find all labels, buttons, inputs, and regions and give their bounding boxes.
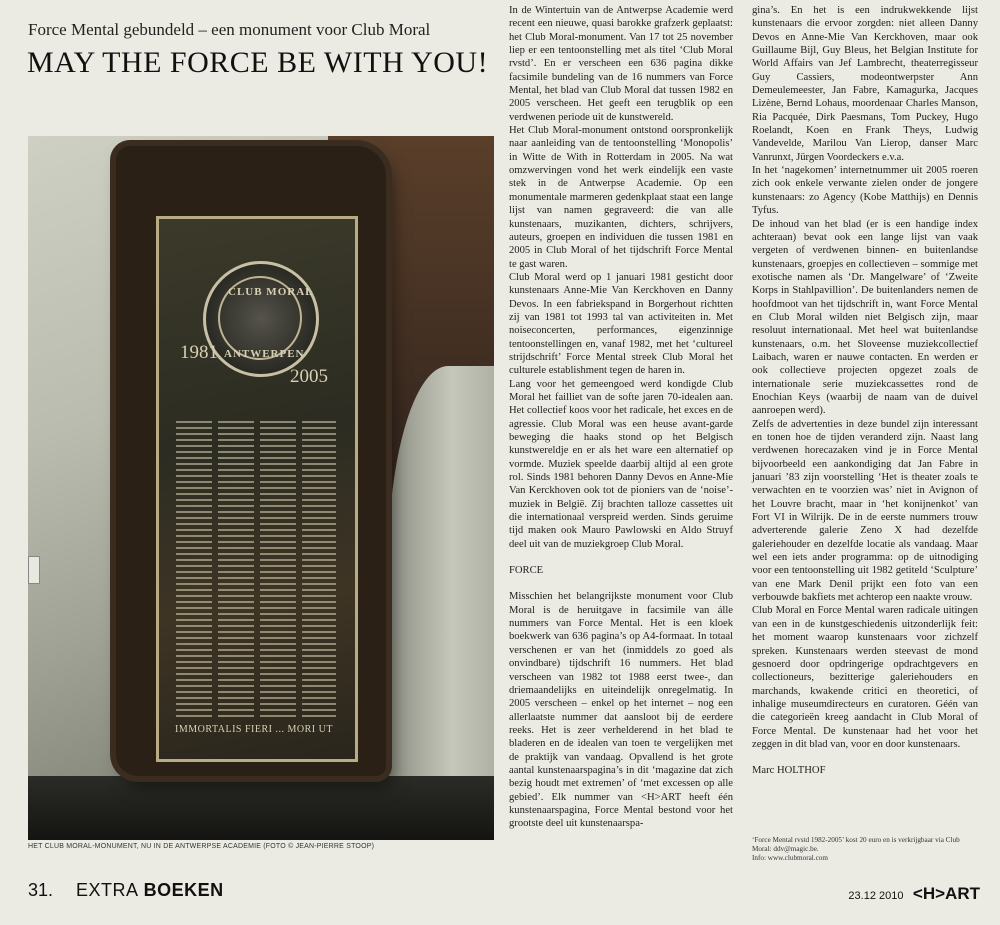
page-footer-right [848, 884, 980, 904]
section-label: EXTRA [76, 880, 139, 900]
emblem-bottom-text: ANTWERPEN [224, 348, 305, 360]
page-number: 31. [28, 880, 54, 900]
paragraph: Lang voor het gemeengoed werd kondigde Club Moral het failliet van de softe jaren 70-idealen aan. Het collectief koos voor het radicale, het exces en de agressie. Club Moral was een heuse avant-garde beweging die haaks stond op het Belgisch kunstwereldje en er als het ware een alternatief op vormde. Muziek speelde daarbij altijd al een grote rol. Sinds 1981 behoren Danny Devos en Anne-Mie Van Kerckhoven ook tot de pioniers van de ‘noise’-muziek in België. Zij brachten talloze cassettes uit die internationaal verspreid werden. Sinds geruime tijd maken ook Mauro Pawlowski en Aldo Struyf deel uit van de muziekgroep Club Moral. [509, 378, 733, 550]
author-byline: Marc HOLTHOF [752, 765, 826, 777]
photo-floor [28, 776, 494, 840]
plaque-motto: IMMORTALIS FIERI ... MORI UT [175, 724, 333, 735]
paragraph: Het Club Moral-monument ontstond oorspronkelijk naar aanleiding van de tentoonstelling ‘Monopolis’ in Witte de With in Rotterdam in 2005. Na wat omzwervingen vond het werk eindelijk een vaste stek in de Antwerpse Academie. Op een monumentale marmeren gedenkplaat staat een lange lijst van namen gegraveerd: die van alle kunstenaars, muzikanten, dichters, schrijvers, auteurs, groepen en individuen die tussen 1981 en 2005 in Club Moral of het tijdschrift Force Mental te gast waren. [509, 125, 733, 270]
article-headline: MAY THE FORCE BE WITH YOU! [27, 46, 489, 79]
page-footer-left [28, 880, 224, 901]
engraved-names-list [176, 421, 336, 721]
paragraph: Zelfs de advertenties in deze bundel zijn interessant en tonen hoe de tijden veranderd zijn. Naast lang verdwenen horecazaken vind je in Force Mental bijvoorbeeld een aankondiging dat Jan Fabre in januari ’83 zijn voorstelling ‘Het is theater zoals te verwachten en te voorzien was’ niet in Avignon of het Louvre bracht, maar in ‘het konijnenkot’ van Fort VI in Wilrijk. De in de eerste nummers trouw adverterende galerie Zeno X had dezelfde galeriehouder en dezelfde locatie als vandaag. Maar wel een iets ander programma: op de uitnodiging voor een tentoonstelling uit 1982 getiteld ‘Sculpture’ van ene Mark Denil prijkt een foto van een verbouwde bakfiets met achterop een naakte vrouw. [752, 418, 978, 604]
photo-caption: HET CLUB MORAL-MONUMENT, NU IN DE ANTWERPSE ACADEMIE (FOTO © JEAN-PIERRE STOOP) [28, 843, 375, 850]
plaque-year-start: 1981 [180, 342, 218, 363]
footnote-line: Info: www.clubmoral.com [752, 854, 828, 862]
paragraph: Misschien het belangrijkste monument voor Club Moral is de heruitgave in facsimile van álle nummers van Force Mental. Het is een kloek boekwerk van 636 pagina’s op A4-formaat. In totaal verschenen er van het (inmiddels zo goed als onvindbare) tijdschrift 16 nummers. Het blad verscheen van 1982 tot 1988 eerst twee-, dan driemaandelijks en uiteindelijk onregelmatig. In 2005 verscheen – enkel op het internet – nog een allerlaatste nummer dat aansloot bij de eerdere reeks. Het is zeer verhelderend in het blad te bladeren en de idealen van toen te vergelijken met de praktijk van vandaag. Opvallend is het grote aantal kunstenaarspagina’s in dit ‘magazine dat zich bezig houdt met extremen’ of ‘met excessen op alle gebied’. Elk nummer van <H>ART heeft één kunstenaarspagina, Force Mental bestond voor het grootste deel uit kunstenaarspa- [509, 591, 733, 830]
section-subhead: FORCE [509, 565, 544, 577]
article-column-2 [752, 4, 978, 778]
article-kicker: Force Mental gebundeld – een monument voor Club Moral [28, 20, 431, 39]
issue-date: 23.12 2010 [848, 890, 904, 902]
paragraph: In het ‘nagekomen’ internetnummer uit 2005 roeren zich ook enkele verwante zielen onder de jongere kunstenaars: zo Agency (Kobe Matthijs) en Dennis Tyfus. [752, 165, 978, 217]
paragraph: In de Wintertuin van de Antwerpse Academie werd recent een nieuwe, quasi barokke grafzerk geplaatst: het Club Moral-monument. Van 17 tot 25 november liep er een tentoonstelling met als titel ‘Club Moral rvstd’. En er verscheen een 636 pagina dikke facsimile bundeling van de 16 nummers van Force Mental, het blad van Club Moral dat tussen 1982 en 2005 verscheen. Het geeft een terugblik op een verdwenen periode uit de kunstwereld. [509, 5, 733, 123]
paragraph: Club Moral werd op 1 januari 1981 gesticht door kunstenaars Anne-Mie Van Kerckhoven en Danny Devos. In een fabriekspand in Borgerhout richtten zij van 1981 tot 1993 tal van activiteiten in. Met noiseconcerten, performances, eigenzinnige tentoonstellingen en, vanaf 1982, met het ‘cultureel strijdschrift’ Force Mental streek Club Moral het culturele establishment tegen de haren in. [509, 271, 733, 377]
footnote-line: ‘Force Mental rvstd 1982-2005’ kost 20 euro en is verkrijgbaar via Club Moral: ddv@magic.be. [752, 836, 960, 853]
plaque-year-end: 2005 [290, 366, 328, 387]
paragraph: Club Moral en Force Mental waren radicale uitingen van een in de kunstgeschiedenis uitzonderlijk feit: het moment waarop kunstenaars voor zichzelf spreken. Kunstenaars werden steevast de mond gesnoerd door opdringerige opdrachtgevers en collectioneurs, bezitterige galeriehouders en marchands, kwakende critici en theoretici, of inhalige museumdirecteurs en curatoren. Géén van die categorieën kreeg aandacht in Club Moral of Force Mental. De kunstenaar had het voor het zeggen in dit blad van, voor en door kunstenaars. [752, 605, 978, 750]
paragraph: De inhoud van het blad (er is een handige index achteraan) bevat ook een lange lijst van vaak vergeten of verdwenen binnen- en buitenlandse kunstenaars, groepjes en collectieven – sommige met exotische namen als ‘Dr. Mangelware’ of ‘Zweite Korps in Stahlpavillion’. De buitenlanders nemen de hoofdmoot van het tijdschrift in, want Force Mental en Club Moral wilden niet Belgisch zijn, maar resoluut internationaal. Met heel wat buitenlandse kunstenaars, o.m. het Sloveense muziekcollectief Laibach, waren er nauwe contacten. En werden er ook collectieve projecten opgezet zoals de internationale serie muziekcassettes rond de Enochian Keys (waarbij de naam van de duivel aanroepen werd). [752, 218, 978, 417]
photo-wall-arch [388, 366, 494, 840]
emblem-top-text: CLUB MORAL [228, 286, 314, 298]
section-label-bold: BOEKEN [143, 880, 224, 900]
wall-switch [28, 556, 40, 584]
footnote [752, 836, 978, 863]
magazine-brand: <H>ART [912, 884, 980, 903]
monument-photo [28, 136, 494, 840]
article-column-1 [509, 4, 733, 831]
paragraph: gina’s. En het is een indrukwekkende lijst kunstenaars die ervoor zorgden: niet alleen Danny Devos en Anne-Mie Van Kerckhoven, maar ook Guillaume Bijl, Guy Bleus, het Belgian Institute for World Affairs van Jef Lambrecht, theaterregisseur Guy Cassiers, modeontwerpster Ann Demeulemeester, Jan Fabre, Kamagurka, Jacques Lizène, Bernd Lohaus, moordenaar Charles Manson, Ria Pacquée, Dirk Paesmans, Tom Puckey, Hugo Roelandt, Koen en Frank Theys, Ludwig Vandevelde, Marilou Van Lierop, danser Marc Vanrunxt, Jürgen Voordeckers e.v.a. [752, 5, 978, 163]
